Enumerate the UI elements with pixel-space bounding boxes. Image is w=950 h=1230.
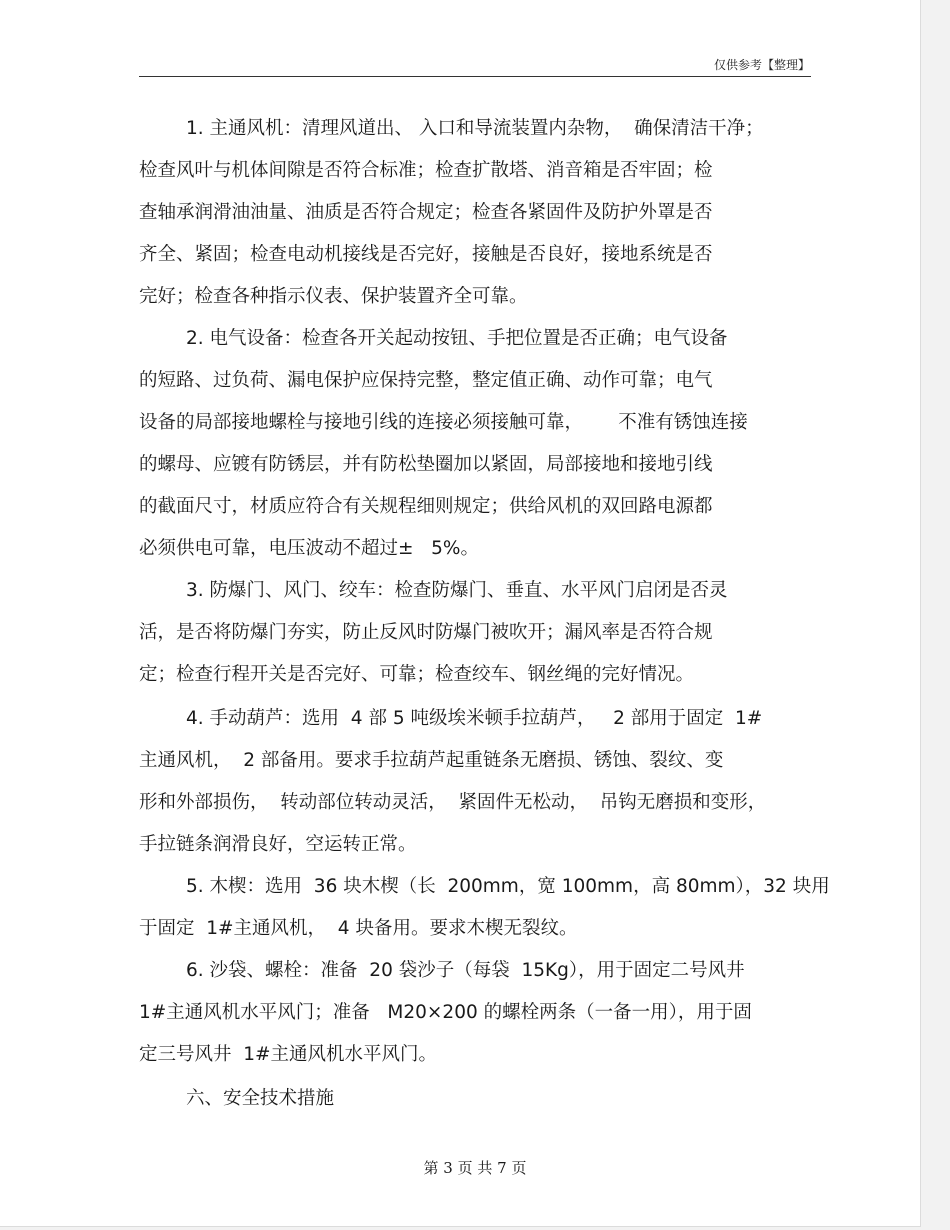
paragraph-line: 形和外部损伤， 转动部位转动灵活， 紧固件无松动， 吊钩无磨损和变形， — [139, 792, 767, 813]
paragraph-line: 1. 主通风机：清理风道出、 入口和导流装置内杂物， 确保清洁干净； — [186, 118, 764, 139]
paragraph-line: 活，是否将防爆门夯实，防止反风时防爆门被吹开；漏风率是否符合规 — [139, 622, 713, 643]
paragraph-line: 6. 沙袋、螺栓：准备 20 袋沙子（每袋 15Kg），用于固定二号风井 — [186, 960, 745, 981]
paragraph-line: 齐全、紧固；检查电动机接线是否完好，接触是否良好，接地系统是否 — [139, 244, 713, 265]
paragraph-line: 的螺母、应镀有防锈层，并有防松垫圈加以紧固，局部接地和接地引线 — [139, 454, 713, 475]
paragraph-line: 完好；检查各种指示仪表、保护装置齐全可靠。 — [139, 286, 528, 307]
paragraph-line: 的截面尺寸，材质应符合有关规程细则规定；供给风机的双回路电源都 — [139, 496, 713, 517]
paragraph-line: 主通风机， 2 部备用。要求手拉葫芦起重链条无磨损、锈蚀、裂纹、变 — [139, 750, 724, 771]
paragraph-line: 2. 电气设备：检查各开关起动按钮、手把位置是否正确；电气设备 — [186, 328, 728, 349]
paragraph-line: 手拉链条润滑良好，空运转正常。 — [139, 834, 417, 855]
paragraph-line: 查轴承润滑油油量、油质是否符合规定；检查各紧固件及防护外罩是否 — [139, 202, 713, 223]
paragraph-line: 定；检查行程开关是否完好、可靠；检查绞车、钢丝绳的完好情况。 — [139, 664, 695, 685]
paragraph-line: 1#主通风机水平风门；准备 M20×200 的螺栓两条（一备一用），用于固 — [139, 1002, 752, 1023]
paragraph-line: 3. 防爆门、风门、绞车：检查防爆门、垂直、水平风门启闭是否灵 — [186, 580, 728, 601]
paragraph-line: 5. 木楔：选用 36 块木楔（长 200mm，宽 100mm，高 80mm），32 块用 — [186, 876, 830, 897]
paragraph-line: 设备的局部接地螺栓与接地引线的连接必须接触可靠， 不准有锈蚀连接 — [139, 412, 748, 433]
section-heading: 六、安全技术措施 — [186, 1088, 335, 1109]
page-footer: 第 3 页 共 7 页 — [423, 1159, 527, 1177]
paragraph-line: 4. 手动葫芦：选用 4 部 5 吨级埃米顿手拉葫芦， 2 部用于固定 1# — [186, 708, 763, 729]
paragraph-line: 于固定 1#主通风机， 4 块备用。要求木楔无裂纹。 — [139, 918, 578, 939]
header-divider — [139, 76, 811, 77]
header-note: 仅供参考【整理】 — [713, 58, 810, 72]
paragraph-line: 检查风叶与机体间隙是否符合标准；检查扩散塔、消音箱是否牢固；检 — [139, 160, 713, 181]
paragraph-line: 的短路、过负荷、漏电保护应保持完整，整定值正确、动作可靠；电气 — [139, 370, 713, 391]
paragraph-line: 定三号风井 1#主通风机水平风门。 — [139, 1044, 438, 1065]
paragraph-line: 必须供电可靠，电压波动不超过± 5%。 — [139, 538, 479, 559]
